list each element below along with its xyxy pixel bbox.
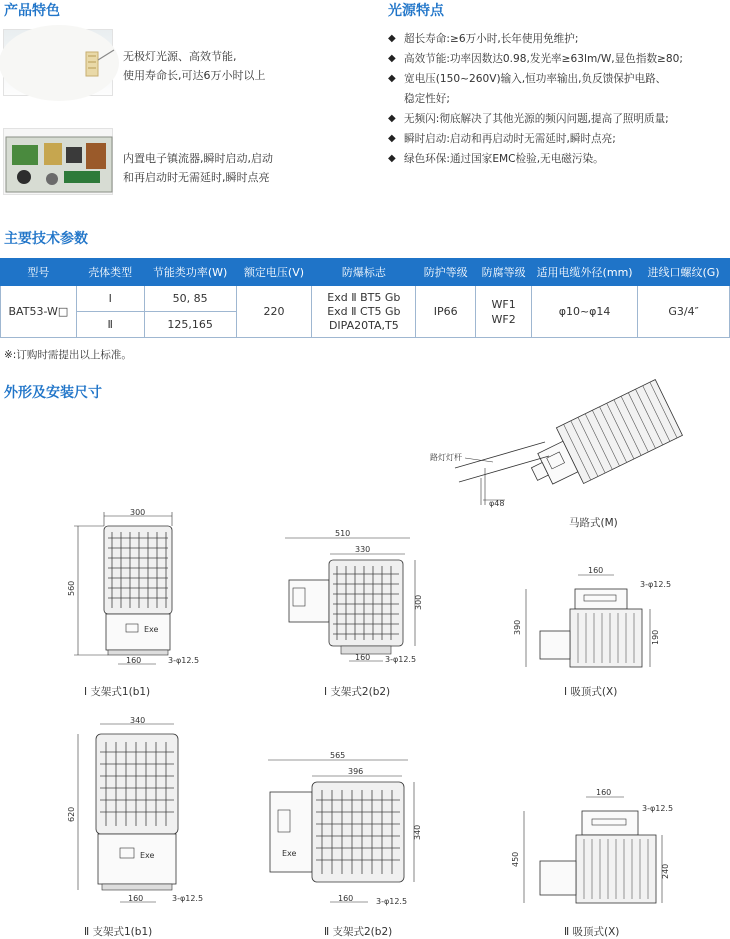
- dim-total-width: 510: [335, 529, 351, 538]
- table-header: 防护等级: [416, 259, 476, 286]
- dimensions-heading: 外形及安装尺寸: [4, 385, 102, 401]
- ballast-photo: [3, 128, 113, 195]
- wf-line: WF2: [491, 312, 516, 326]
- table-header: 防爆标志: [312, 259, 416, 286]
- exe-mark: Exe: [282, 849, 297, 858]
- street-mount-drawing: [425, 380, 695, 515]
- table-header: 额定电压(V): [236, 259, 312, 286]
- table-cell: 50, 85: [144, 286, 236, 312]
- dim-height: 560: [67, 580, 76, 596]
- feature-line: 使用寿命长,可达6万小时以上: [123, 69, 266, 82]
- bracket-1-ii-drawing: [60, 718, 240, 908]
- pole-diameter: φ48: [489, 499, 505, 508]
- light-features-heading: 光源特点: [388, 3, 444, 19]
- dim-width: 160: [588, 566, 604, 575]
- bracket-1-ii-caption: Ⅱ 支架式1(b1): [84, 926, 153, 938]
- dim-base: 160: [338, 894, 354, 903]
- feature-text-1: [123, 47, 266, 85]
- ceiling-mount-caption: Ⅰ 吸顶式(X): [564, 686, 618, 698]
- ex-mark-line: Exd Ⅱ CT5 Gb: [327, 304, 401, 318]
- table-cell: Ⅱ: [76, 312, 144, 338]
- exe-mark: Exe: [140, 851, 155, 860]
- street-mount-caption: 马路式(M): [569, 517, 618, 529]
- dim-base: 160: [128, 894, 144, 903]
- table-cell: 220: [236, 286, 312, 338]
- table-cell: G3/4″: [638, 286, 730, 338]
- light-feature-item: ◆ 无频闪:彻底解决了其他光源的频闪问题,提高了照明质量;: [388, 109, 728, 129]
- dim-body-height: 190: [651, 629, 660, 645]
- dim-body-width: 330: [355, 545, 371, 554]
- dim-body-width: 396: [348, 767, 364, 776]
- table-cell: Ⅰ: [76, 286, 144, 312]
- product-features-heading: 产品特色: [4, 3, 60, 19]
- lamp-photo: [3, 29, 113, 96]
- light-feature-item: ◆ 绿色环保:通过国家EMC检验,无电磁污染。: [388, 149, 728, 169]
- dim-total-height: 450: [511, 851, 520, 867]
- table-cell: [312, 286, 416, 338]
- bracket-2-drawing: [275, 528, 435, 668]
- ex-mark-line: DIPA20TA,T5: [328, 318, 399, 332]
- table-header: 型号: [1, 259, 77, 286]
- dim-height: 340: [413, 824, 422, 840]
- bracket-2-caption: Ⅰ 支架式2(b2): [324, 686, 391, 698]
- table-header: 适用电缆外径(mm): [532, 259, 638, 286]
- dim-hole: 3-φ12.5: [385, 655, 417, 664]
- ceiling-mount-ii-drawing: [490, 785, 674, 920]
- bracket-2-ii-caption: Ⅱ 支架式2(b2): [324, 926, 393, 938]
- table-row: [1, 286, 730, 312]
- table-header-row: [1, 259, 730, 286]
- dim-width: 160: [596, 788, 612, 797]
- exe-mark: Exe: [144, 625, 159, 634]
- dim-base: 160: [126, 656, 142, 665]
- bracket-1-drawing: [60, 508, 230, 673]
- light-feature-item: ◆ 超长寿命:≥6万小时,长年使用免维护;: [388, 29, 728, 49]
- dim-hole: 3-φ12.5: [642, 804, 674, 813]
- light-feature-item: ◆ 高效节能:功率因数达0.98,发光率≥63lm/W,显色指数≥80;: [388, 49, 728, 69]
- pole-label: 路灯灯杆: [430, 453, 462, 462]
- ex-mark-line: Exd Ⅱ BT5 Gb: [327, 290, 401, 304]
- feature-text-2: [123, 149, 273, 187]
- dim-height: 300: [414, 594, 423, 610]
- ceiling-mount-drawing: [490, 565, 672, 680]
- table-header: 防腐等级: [476, 259, 532, 286]
- table-cell: IP66: [416, 286, 476, 338]
- table-cell: 125,165: [144, 312, 236, 338]
- dim-width: 340: [130, 716, 146, 725]
- dim-hole: 3-φ12.5: [172, 894, 204, 903]
- dim-hole: 3-φ12.5: [376, 897, 408, 906]
- table-header: 进线口螺纹(G): [638, 259, 730, 286]
- table-header: 壳体类型: [76, 259, 144, 286]
- feature-line: 无极灯光源、高效节能,: [123, 50, 237, 63]
- order-note: ※:订购时需提出以上标准。: [4, 349, 132, 361]
- dim-base: 160: [355, 653, 371, 662]
- wf-line: WF1: [491, 297, 516, 311]
- bracket-2-ii-drawing: [250, 750, 435, 910]
- light-features-list: [388, 29, 728, 169]
- specs-heading: 主要技术参数: [4, 231, 88, 247]
- light-feature-item: 稳定性好;: [404, 93, 450, 105]
- table-cell: [476, 286, 532, 338]
- dim-hole: 3-φ12.5: [640, 580, 672, 589]
- dim-total-height: 390: [513, 619, 522, 635]
- bracket-1-caption: Ⅰ 支架式1(b1): [84, 686, 151, 698]
- dim-body-height: 240: [661, 863, 670, 879]
- dim-hole: 3-φ12.5: [168, 656, 200, 665]
- light-feature-item: ◆ 宽电压(150~260V)输入,恒功率输出,负反馈保护电路、: [388, 69, 728, 89]
- feature-line: 内置电子镇流器,瞬时启动,启动: [123, 152, 273, 165]
- table-cell: BAT53-W□: [1, 286, 77, 338]
- feature-line: 和再启动时无需延时,瞬时点亮: [123, 171, 270, 184]
- spec-table: [0, 258, 730, 338]
- dim-total-width: 565: [330, 751, 346, 760]
- dim-width: 300: [130, 508, 146, 517]
- table-cell: φ10~φ14: [532, 286, 638, 338]
- ceiling-mount-ii-caption: Ⅱ 吸顶式(X): [564, 926, 620, 938]
- dim-height: 620: [67, 806, 76, 822]
- light-feature-item: ◆ 瞬时启动:启动和再启动时无需延时,瞬时点亮;: [388, 129, 728, 149]
- table-header: 节能类功率(W): [144, 259, 236, 286]
